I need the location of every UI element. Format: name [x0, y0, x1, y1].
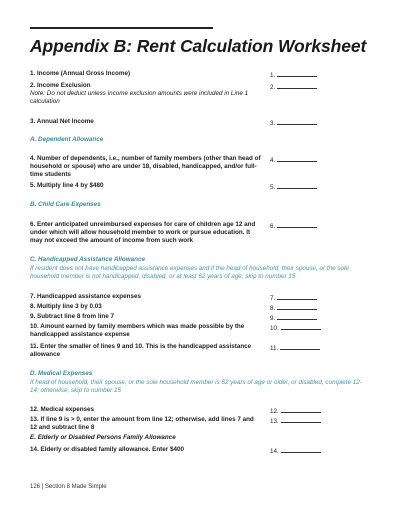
line-4-label: 4. Number of dependents, i.e., number of family members (other than head of household or spouse) who are under 18, disabled, handicapped, and/or full-time students: [30, 155, 261, 179]
line-1-number: 1.: [270, 72, 276, 79]
line-11-number: 11.: [270, 345, 279, 352]
section-c-title: C. Handicapped Assistance Allowance: [30, 256, 146, 263]
line-5-blank[interactable]: [277, 182, 317, 189]
line-8-label: 8. Multiply line 3 by 0.03: [30, 303, 102, 310]
line-11-blank[interactable]: [280, 343, 320, 350]
line-10-label: 10. Amount earned by family members which was made possible by the handicapped assistance expense: [30, 323, 245, 339]
line-5-number: 5.: [270, 184, 276, 191]
line-7-label: 7. Handicapped assistance expenses: [30, 293, 141, 300]
line-6-blank[interactable]: [277, 221, 317, 228]
section-b-title: B. Child Care Expenses: [30, 201, 101, 208]
line-1-blank[interactable]: [277, 70, 317, 77]
line-9-number: 9.: [270, 315, 276, 322]
line-2-label: 2. Income Exclusion: [30, 82, 91, 89]
line-12-blank[interactable]: [281, 406, 321, 413]
line-13-label: 13. If line 9 is > 0, enter the amount from line 12; otherwise, add lines 7 and 12 and subtract line 8: [30, 416, 254, 432]
line-12-label: 12. Medical expenses: [30, 406, 95, 413]
line-8-blank[interactable]: [277, 303, 317, 310]
section-a-title: A. Dependent Allowance: [30, 136, 104, 143]
line-2-number: 2.: [270, 84, 276, 91]
line-7-blank[interactable]: [277, 293, 317, 300]
line-14-number: 14.: [270, 448, 279, 455]
line-3-blank[interactable]: [277, 118, 317, 125]
line-11-label: 11. Enter the smaller of lines 9 and 10. This is the handicapped assistance allowance: [30, 343, 252, 359]
line-9-blank[interactable]: [277, 313, 317, 320]
line-14-blank[interactable]: [281, 446, 321, 453]
page-title: Appendix B: Rent Calculation Worksheet: [30, 36, 367, 56]
line-2-note: Note: Do not deduct unless income exclusion amounts were included in Line 1 calculation: [30, 90, 249, 106]
page-footer: 126 | Section 8 Made Simple: [30, 484, 107, 490]
line-13-blank[interactable]: [281, 416, 321, 423]
section-c-note: If resident does not have handicapped assistance expenses and if the head of household, their spouse, or the sole household member is not handicapped, disabled, or at least 62 years of age, skip to number 15: [30, 265, 349, 280]
line-4-number: 4.: [270, 157, 276, 164]
section-e-title: E. Elderly or Disabled Persons Family Allowance: [30, 434, 176, 441]
line-1-label: 1. Income (Annual Gross Income): [30, 70, 131, 77]
line-10-number: 10.: [270, 325, 279, 332]
line-12-number: 12.: [270, 408, 279, 415]
line-7-number: 7.: [270, 295, 276, 302]
line-10-blank[interactable]: [281, 323, 321, 330]
line-14-label: 14. Elderly or disabled family allowance. Enter $400: [30, 446, 184, 453]
line-6-label: 6. Enter anticipated unreimbursed expenses for care of children age 12 and under which will allow household member to work or pursue education. It may not exceed the amount of income from such work: [30, 221, 256, 245]
line-3-number: 3.: [270, 120, 276, 127]
line-9-label: 9. Subtract line 8 from line 7: [30, 313, 114, 320]
line-5-label: 5. Multiply line 4 by $480: [30, 182, 104, 189]
section-d-title: D. Medical Expenses: [30, 370, 93, 377]
top-rule: [30, 27, 213, 29]
line-2-blank[interactable]: [277, 82, 317, 89]
line-13-number: 13.: [270, 418, 279, 425]
line-6-number: 6.: [270, 223, 276, 230]
line-3-label: 3. Annual Net Income: [30, 118, 94, 125]
line-4-blank[interactable]: [277, 155, 317, 162]
line-8-number: 8.: [270, 305, 276, 312]
section-d-note: If head of household, their spouse, or the sole household member is 62 years of age or older, or disabled, complete 12-14; otherwise, skip to number 15: [30, 379, 362, 394]
